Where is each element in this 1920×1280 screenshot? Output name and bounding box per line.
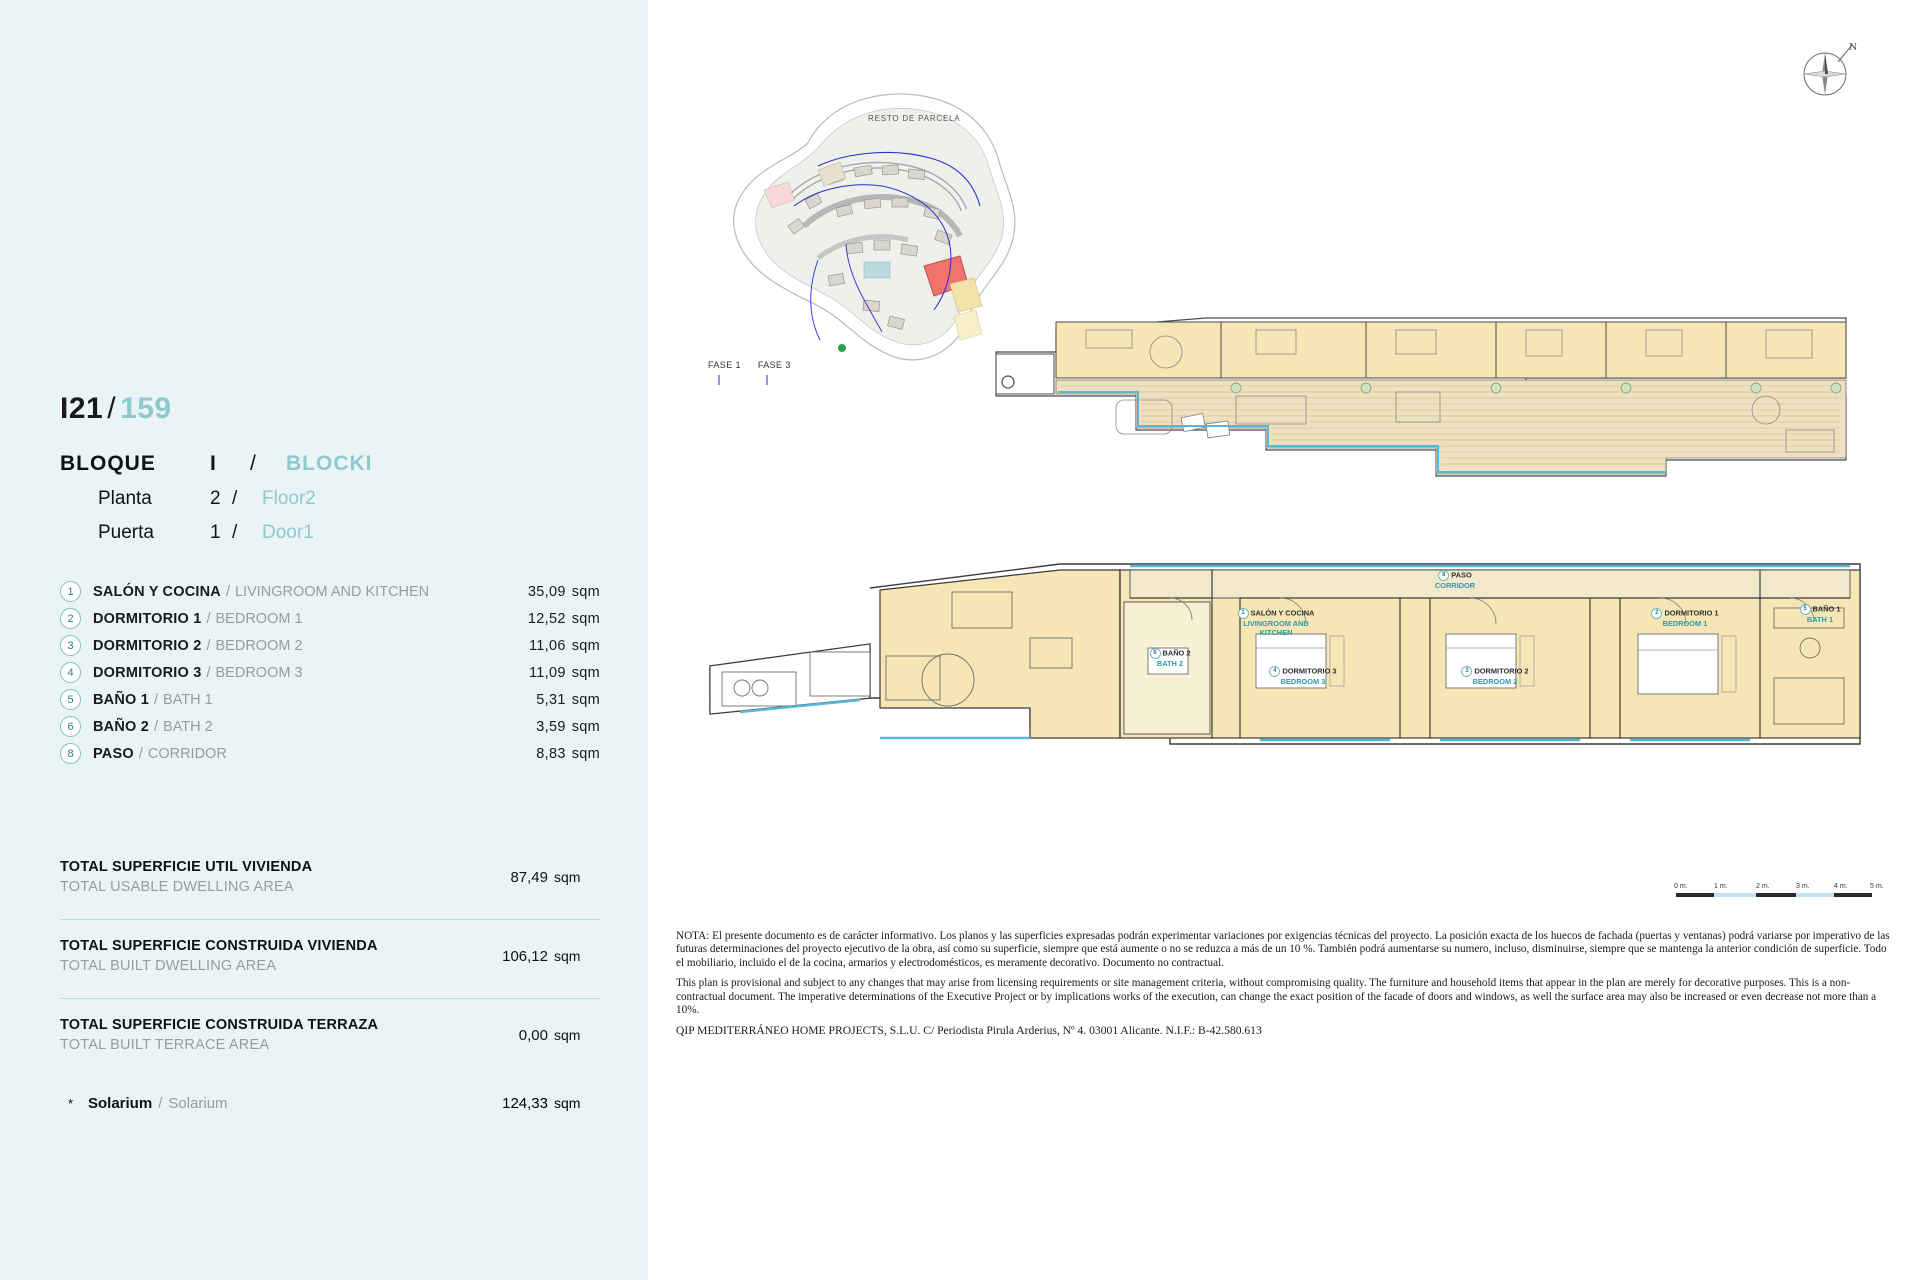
dwelling-floor-plan [700, 548, 1880, 798]
room-name-es: DORMITORIO 1 [93, 610, 202, 627]
room-area-unit: sqm [571, 664, 600, 681]
room-number-badge: 2 [60, 608, 81, 629]
solarium-separator: / [158, 1095, 163, 1112]
room-name-en: BEDROOM 1 [215, 610, 303, 627]
total-terrace-area [60, 1017, 600, 1077]
floor-value-en: 2 [305, 488, 316, 509]
note-spanish: NOTA: El presente documento es de carácter informativo. Los planos y las superficies expresadas podrán experimentar variaciones por exigencias técnicas del proyecto. La posición exacta de los huecos de fachada (puertas y ventanas) podrá variarse por imperativo de las futuras determinaciones del proyecto ejecutivo de la obra, así como su superficie, siempre que está aumente o no se reduzca a más de un 10 %. También podrá aumentarse su numero, incluso, disminuirse, siempre que se mantenga la anterior condición de superficie. Todo el mobiliario, incluido el de la cocina, armarios y electrodomésticos, es meramente decorativo. Documento no contractual. [676, 930, 1890, 969]
room-separator: / [206, 637, 211, 654]
scale-tick-0: 0 m. [1674, 883, 1688, 890]
total-terrace-label-en: TOTAL BUILT TERRACE AREA [60, 1037, 270, 1053]
room-area: 11,06 [528, 637, 566, 654]
room-separator: / [206, 610, 211, 627]
plan-tag-paso-number: 8 [1438, 570, 1449, 581]
block-label-es: BLOQUE [60, 452, 156, 475]
room-area: 35,09 [527, 583, 566, 600]
plan-tag-dorm3-en: BEDROOM 3 [1280, 677, 1326, 686]
list-item [60, 632, 600, 659]
plan-tag-dorm1-number: 2 [1651, 608, 1662, 619]
floor-label-es: Planta [98, 488, 152, 509]
total-usable-unit: sqm [554, 869, 581, 885]
total-built-area [60, 938, 600, 999]
room-area-unit: sqm [571, 610, 600, 627]
list-item [60, 713, 600, 740]
unit-title-separator: / [107, 392, 117, 425]
room-number-badge: 8 [60, 743, 81, 764]
room-area: 12,52 [527, 610, 566, 627]
room-name-es: SALÓN Y COCINA [93, 583, 221, 600]
room-area: 3,59 [536, 718, 566, 735]
list-item [60, 740, 600, 767]
scale-tick-4: 4 m. [1834, 883, 1848, 890]
block-value-es: I [210, 452, 217, 475]
room-name-en: CORRIDOR [147, 745, 227, 762]
room-area: 5,31 [536, 691, 566, 708]
scale-tick-1: 1 m. [1714, 883, 1728, 890]
list-item [60, 605, 600, 632]
total-terrace-label-es: TOTAL SUPERFICIE CONSTRUIDA TERRAZA [60, 1017, 379, 1033]
plan-tag-dorm2-es: DORMITORIO 2 [1474, 666, 1529, 676]
room-separator: / [225, 583, 230, 600]
room-area-unit: sqm [571, 637, 600, 654]
totals-section [60, 859, 600, 1112]
plan-tag-salon-en2: KITCHEN [1259, 628, 1293, 637]
door-label-es: Puerta [98, 522, 154, 543]
plan-tag-dorm3-es: DORMITORIO 3 [1282, 666, 1337, 676]
room-separator: / [154, 691, 159, 708]
scale-bar [1674, 880, 1894, 906]
block-label-en: BLOCK [286, 452, 366, 475]
total-terrace-unit: sqm [554, 1027, 581, 1043]
solarium-value: 124,33 [502, 1095, 548, 1112]
phase-legend [708, 360, 805, 370]
plan-tag-dorm1-en: BEDROOM 1 [1662, 619, 1708, 628]
door-separator: / [232, 522, 238, 543]
plan-tag-dorm2-number: 3 [1461, 666, 1472, 677]
door-value-es: 1 [210, 522, 221, 543]
plan-tag-salon-es: SALÓN Y COCINA [1250, 608, 1315, 618]
plan-tag-bano2 [1124, 648, 1216, 668]
room-name-en: BATH 2 [163, 718, 213, 735]
floor-separator: / [232, 488, 238, 509]
room-name-es: PASO [93, 745, 134, 762]
room-number-badge: 6 [60, 716, 81, 737]
solarium-row [60, 1095, 600, 1112]
block-value-en: I [365, 452, 373, 475]
plan-tag-dorm2-en: BEDROOM 2 [1472, 677, 1518, 686]
room-separator: / [138, 745, 143, 762]
room-name-en: BEDROOM 2 [215, 637, 303, 654]
room-area-unit: sqm [571, 745, 600, 762]
room-separator: / [206, 664, 211, 681]
room-number-badge: 5 [60, 689, 81, 710]
note-english: This plan is provisional and subject to any changes that may arise from licensing requirements or site management criteria, without compromising quality. The furniture and household items that appear in the plan are merely for decorative purposes. This is a non-contractual document. The imperative determinations of the Executive Project or by implications works of the execution, can change the exact position of the facade of doors and windows, as well the surface area may also be increased or even decrease not more than a 10%. [676, 977, 1877, 1017]
plan-tag-bano1 [1774, 604, 1866, 624]
total-terrace-value: 0,00 [518, 1027, 548, 1044]
solarium-label-en: Solarium [168, 1095, 228, 1112]
plan-tag-bano1-es: BAÑO 1 [1812, 604, 1841, 614]
door-value-en: 1 [303, 522, 314, 543]
room-area: 11,09 [528, 664, 566, 681]
solarium-unit: sqm [554, 1095, 581, 1111]
plan-tag-paso-en: CORRIDOR [1434, 581, 1476, 590]
svg-text:N: N [1849, 41, 1857, 53]
total-usable-area [60, 859, 600, 920]
solarium-asterisk: * [68, 1096, 74, 1111]
room-name-en: LIVINGROOM AND KITCHEN [234, 583, 430, 600]
compass-icon [1794, 36, 1860, 102]
phase-2-label: FASE 3 [757, 360, 791, 370]
total-built-label-en: TOTAL BUILT DWELLING AREA [60, 958, 277, 974]
disclaimer-notes [676, 930, 1892, 1045]
total-usable-label-es: TOTAL SUPERFICIE UTIL VIVIENDA [60, 859, 313, 875]
room-area-unit: sqm [571, 718, 600, 735]
room-name-en: BATH 1 [163, 691, 213, 708]
floor-row [60, 488, 600, 510]
room-name-es: DORMITORIO 2 [93, 637, 202, 654]
unit-number: 159 [120, 392, 172, 425]
scale-tick-2: 2 m. [1756, 883, 1770, 890]
unit-title [60, 392, 600, 426]
site-plan-area-label: RESTO DE PARCELA [868, 114, 961, 123]
plan-tag-paso-es: PASO [1451, 570, 1472, 580]
room-separator: / [154, 718, 159, 735]
drawing-area [648, 0, 1920, 1280]
room-area: 8,83 [536, 745, 566, 762]
block-separator: / [250, 452, 257, 475]
scale-tick-5: 5 m. [1870, 883, 1884, 890]
total-built-unit: sqm [554, 948, 581, 964]
plan-tag-salon-en1: LIVINGROOM AND [1243, 619, 1309, 628]
list-item [60, 686, 600, 713]
room-name-es: BAÑO 2 [93, 718, 149, 735]
plan-tag-salon [1196, 608, 1356, 637]
floor-label-en: Floor [262, 488, 306, 509]
room-number-badge: 3 [60, 635, 81, 656]
room-number-badge: 4 [60, 662, 81, 683]
room-name-en: BEDROOM 3 [215, 664, 303, 681]
phase-1-label: FASE 1 [708, 360, 741, 370]
room-name-es: DORMITORIO 3 [93, 664, 202, 681]
floor-value-es: 2 [210, 488, 221, 509]
plan-tag-dorm1-es: DORMITORIO 1 [1664, 608, 1719, 618]
plan-tag-salon-number: 1 [1238, 608, 1249, 619]
list-item [60, 659, 600, 686]
note-legal: QIP MEDITERRÁNEO HOME PROJECTS, S.L.U. C/ Periodista Pirula Arderius, Nº 4. 03001 Alicante. N.I.F.: B-42.580.613 [676, 1024, 1262, 1038]
plan-tag-dorm1 [1630, 608, 1740, 628]
plan-tag-dorm3 [1248, 666, 1358, 686]
plan-tag-bano2-number: 6 [1150, 648, 1161, 659]
plan-tag-bano1-en: BATH 1 [1806, 615, 1834, 624]
plan-tag-dorm3-number: 4 [1269, 666, 1280, 677]
door-label-en: Door [262, 522, 304, 543]
block-row [60, 452, 600, 476]
total-usable-value: 87,49 [510, 869, 548, 886]
door-row [60, 522, 600, 544]
list-item [60, 578, 600, 605]
total-built-label-es: TOTAL SUPERFICIE CONSTRUIDA VIVIENDA [60, 938, 378, 954]
plan-tag-bano1-number: 5 [1800, 604, 1811, 615]
phase-legend-ticks [711, 374, 831, 386]
plan-tag-bano2-en: BATH 2 [1156, 659, 1184, 668]
room-area-unit: sqm [571, 583, 600, 600]
unit-code: I21 [60, 392, 104, 425]
solarium-label-es: Solarium [88, 1095, 153, 1112]
scale-tick-3: 3 m. [1796, 883, 1810, 890]
room-name-es: BAÑO 1 [93, 691, 149, 708]
plan-tag-bano2-es: BAÑO 2 [1162, 648, 1191, 658]
total-usable-label-en: TOTAL USABLE DWELLING AREA [60, 879, 294, 895]
solarium-floor-plan [966, 300, 1866, 515]
info-panel [0, 0, 648, 1280]
total-built-value: 106,12 [502, 948, 548, 965]
plan-tag-dorm2 [1440, 666, 1550, 686]
room-number-badge: 1 [60, 581, 81, 602]
room-list [60, 578, 600, 767]
room-area-unit: sqm [571, 691, 600, 708]
plan-tag-paso [1400, 570, 1510, 590]
